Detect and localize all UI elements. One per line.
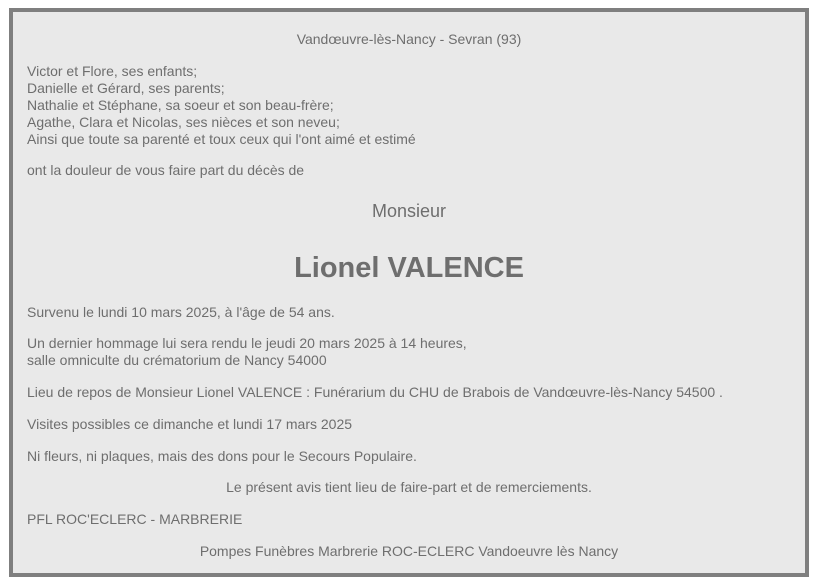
flowers-note: Ni fleurs, ni plaques, mais des dons pour le Secours Populaire.: [27, 448, 417, 464]
location-line: Vandœuvre-lès-Nancy - Sevran (93): [296, 31, 522, 47]
announcement-intro: ont la douleur de vous faire part du décès de: [27, 162, 305, 178]
resting-place: Lieu de repos de Monsieur Lionel VALENCE : Funérarium du CHU de Brabois de Vandœuvre-lès-Nancy 54500 .: [27, 384, 723, 400]
family-line: Agathe, Clara et Nicolas, ses nièces et son neveu;: [27, 114, 340, 130]
family-line: Nathalie et Stéphane, sa soeur et son beau-frère;: [27, 97, 334, 113]
civility-title: Monsieur: [371, 201, 447, 221]
tribute-line: salle omniculte du crématorium de Nancy 54000: [27, 352, 327, 368]
obituary-notice: [9, 8, 809, 577]
tribute-details: [27, 335, 467, 369]
funeral-company: PFL ROC'ECLERC - MARBRERIE: [27, 511, 243, 527]
tribute-line: Un dernier hommage lui sera rendu le jeudi 20 mars 2025 à 14 heures,: [27, 335, 467, 351]
visiting-hours: Visites possibles ce dimanche et lundi 17 mars 2025: [27, 416, 353, 432]
death-details: Survenu le lundi 10 mars 2025, à l'âge de 54 ans.: [27, 304, 335, 320]
deceased-name: Lionel VALENCE: [294, 252, 524, 284]
family-list: [27, 63, 416, 148]
funeral-home-footer: Pompes Funèbres Marbrerie ROC-ECLERC Vandoeuvre lès Nancy: [199, 543, 619, 559]
thanks-note: Le présent avis tient lieu de faire-part et de remerciements.: [226, 479, 592, 495]
family-line: Victor et Flore, ses enfants;: [27, 63, 198, 79]
family-line: Danielle et Gérard, ses parents;: [27, 80, 225, 96]
family-line: Ainsi que toute sa parenté et toux ceux qui l'ont aimé et estimé: [27, 131, 416, 147]
